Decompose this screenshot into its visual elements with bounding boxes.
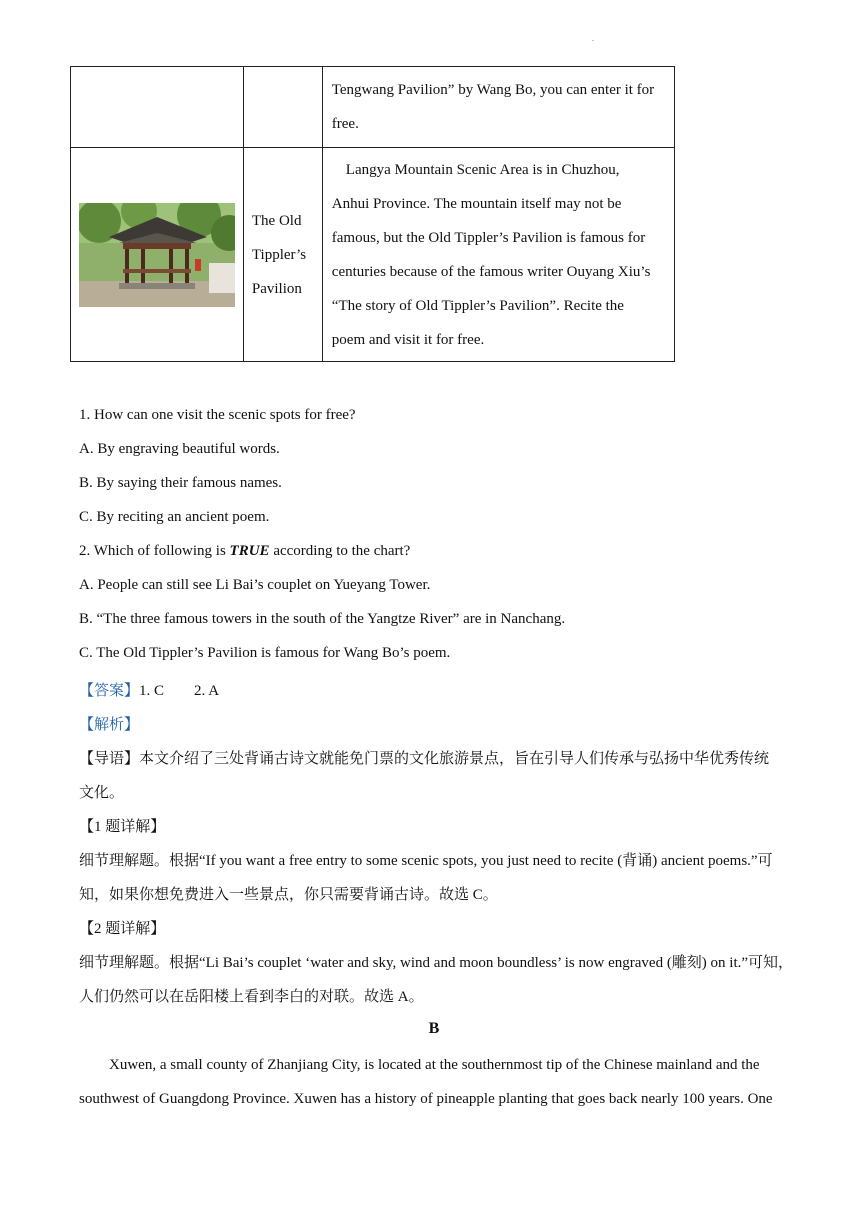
table-cell-name [243,148,322,362]
q2-detail-text-2: 人们仍然可以在岳阳楼上看到李白的对联。故选 A。 [79,989,424,1005]
section-b-passage [79,1048,799,1116]
question-1: 1. How can one visit the scenic spots for free? [79,407,356,423]
question-1-option-b: B. By saying their famous names. [79,475,282,491]
table-cell-image-empty [71,67,244,148]
question-2-option-a: A. People can still see Li Bai’s couplet on Yueyang Tower. [79,577,431,593]
description-line: famous, but the Old Tippler’s Pavilion is famous for [331,229,646,246]
guide-label: 【导语】 [79,751,140,767]
answer-label: 【答案】 [79,683,140,699]
question-2-option-c: C. The Old Tippler’s Pavilion is famous for Wang Bo’s poem. [79,645,451,661]
q1-detail-text: 细节理解题。根据“If you want a free entry to some scenic spots, you just need to recite (背诵) ancient poems.”可 [79,853,773,869]
langya-description [323,153,674,357]
q1-detail-label: 【1 题详解】 [79,819,166,835]
table-cell-description [322,67,674,148]
question-2 [79,543,410,560]
question-2-emphasis: TRUE [229,543,270,559]
question-2-text: 2. Which of following is [79,543,230,559]
guide-text: 本文介绍了三处背诵古诗文就能免门票的文化旅游景点，旨在引导人们传承与弘扬中华优秀传统 [139,751,770,767]
guide-line-2: 文化。 [79,785,125,801]
q2-detail-label: 【2 题详解】 [79,921,166,937]
description-line: “The story of Old Tippler’s Pavilion”. Recite the [331,297,624,314]
table-row [71,148,675,362]
passage-line: Xuwen, a small county of Zhanjiang City, is located at the southernmost tip of the Chinese mainland and the [109,1057,760,1073]
scenic-spots-table [70,66,675,362]
passage-line: southwest of Guangdong Province. Xuwen has a history of pineapple planting that goes back nearly 100 years. One [79,1091,773,1107]
answer-text: 1. C 2. A [139,683,220,699]
description-line: poem and visit it for free. [331,331,485,348]
spot-name-line: The Old [251,212,302,229]
tengwang-description: Tengwang Pavilion” by Wang Bo, you can enter it for free. [331,82,655,132]
guide-line [79,747,769,768]
table-row [71,67,675,148]
spot-name-line: Tippler’s [251,246,307,263]
old-tipplers-pavilion-photo [79,203,235,307]
answer-line [79,679,219,700]
question-2-option-b: B. “The three famous towers in the south of the Yangtze River” are in Nanchang. [79,611,566,627]
table-cell-description [322,148,674,362]
spot-name [244,204,322,306]
question-1-option-c: C. By reciting an ancient poem. [79,509,270,525]
page-mark: . [592,34,594,43]
section-heading: B [428,1020,440,1037]
q1-detail-text-2: 知，如果你想免费进入一些景点，你只需要背诵古诗。故选 C。 [79,887,498,903]
spot-name-line: Pavilion [251,280,302,297]
analysis-label-text: 【解析】 [79,717,140,733]
question-1-option-a: A. By engraving beautiful words. [79,441,280,457]
q2-detail-text: 细节理解题。根据“Li Bai’s couplet ‘water and sky, wind and moon boundless’ is now engraved (雕刻) on it.”可知， [79,955,794,971]
table-cell-image [71,148,244,362]
description-line: centuries because of the famous writer Ouyang Xiu’s [331,263,651,280]
description-line: Anhui Province. The mountain itself may not be [331,195,622,212]
question-2-text-end: according to the chart? [269,543,411,559]
table-cell-name-empty [243,67,322,148]
description-line: Langya Mountain Scenic Area is in Chuzhou, [345,161,620,178]
analysis-label [79,713,139,734]
